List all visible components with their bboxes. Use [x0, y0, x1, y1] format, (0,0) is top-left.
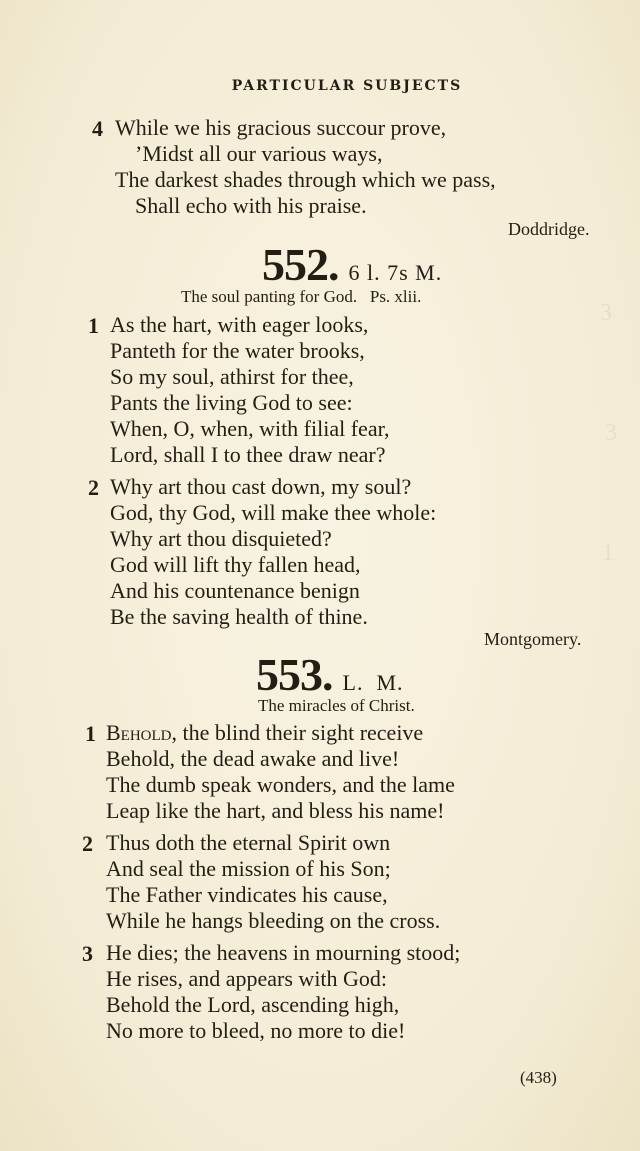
verse-line: God will lift thy fallen head, — [110, 552, 361, 577]
stanza-number: 3 — [82, 941, 93, 966]
hymn-subtitle: The soul panting for God. Ps. xlii. — [181, 287, 422, 306]
verse-line: Panteth for the water brooks, — [110, 338, 365, 363]
verse-line: Pants the living God to see: — [110, 390, 353, 415]
hymn-author: Doddridge. — [508, 219, 590, 239]
hymn-heading — [262, 238, 442, 291]
stanza-number: 1 — [85, 721, 96, 746]
verse-line-rest: the blind their sight receive — [177, 720, 424, 745]
verse-line: And seal the mission of his Son; — [106, 856, 391, 881]
verse-line: When, O, when, with filial fear, — [110, 416, 390, 441]
verse-line: Lord, shall I to thee draw near? — [110, 442, 386, 467]
verse-line: He rises, and appears with God: — [106, 966, 388, 991]
verse-line: Why art thou disquieted? — [110, 526, 332, 551]
show-through-mark: 1 — [602, 540, 614, 566]
verse-line: Leap like the hart, and bless his name! — [106, 798, 445, 823]
verse-line: While we his gracious succour prove, — [115, 115, 447, 140]
verse-line: Behold, the dead awake and live! — [106, 746, 400, 771]
show-through-mark: 3 — [600, 300, 612, 326]
stanza-number: 2 — [82, 831, 93, 856]
verse-line: No more to bleed, no more to die! — [106, 1018, 406, 1043]
verse-line: He dies; the heavens in mourning stood; — [106, 940, 461, 965]
stanza-number: 1 — [88, 313, 99, 338]
hymn-author: Montgomery. — [484, 629, 582, 649]
verse-line: ’Midst all our various ways, — [135, 141, 383, 166]
hymn-number: 553. — [256, 649, 333, 700]
verse-line: So my soul, athirst for thee, — [110, 364, 354, 389]
verse-line: God, thy God, will make thee whole: — [110, 500, 437, 525]
verse-line: While he hangs bleeding on the cross. — [106, 908, 441, 933]
verse-line: Behold the Lord, ascending high, — [106, 992, 400, 1017]
hymn-meter: L. M. — [342, 670, 404, 695]
verse-line: Be the saving health of thine. — [110, 604, 368, 629]
verse-line: As the hart, with eager looks, — [110, 312, 369, 337]
page-number: (438) — [520, 1068, 557, 1087]
verse-line — [106, 720, 423, 746]
verse-line: Why art thou cast down, my soul? — [110, 474, 412, 499]
show-through-mark: 3 — [605, 420, 617, 446]
running-head: PARTICULAR SUBJECTS — [231, 78, 463, 94]
first-word: Behold, — [106, 720, 177, 745]
hymn-meter: 6 l. 7s M. — [348, 260, 443, 285]
hymn-number: 552. — [262, 239, 339, 290]
verse-line: The Father vindicates his cause, — [106, 882, 388, 907]
verse-line: The darkest shades through which we pass, — [115, 167, 496, 192]
hymn-heading — [256, 648, 404, 701]
hymn-subtitle: The miracles of Christ. — [258, 696, 415, 715]
verse-line: Shall echo with his praise. — [135, 193, 367, 218]
stanza-number: 4 — [92, 116, 103, 141]
verse-line: Thus doth the eternal Spirit own — [106, 830, 391, 855]
verse-line: And his countenance benign — [110, 578, 360, 603]
stanza-number: 2 — [88, 475, 99, 500]
verse-line: The dumb speak wonders, and the lame — [106, 772, 455, 797]
